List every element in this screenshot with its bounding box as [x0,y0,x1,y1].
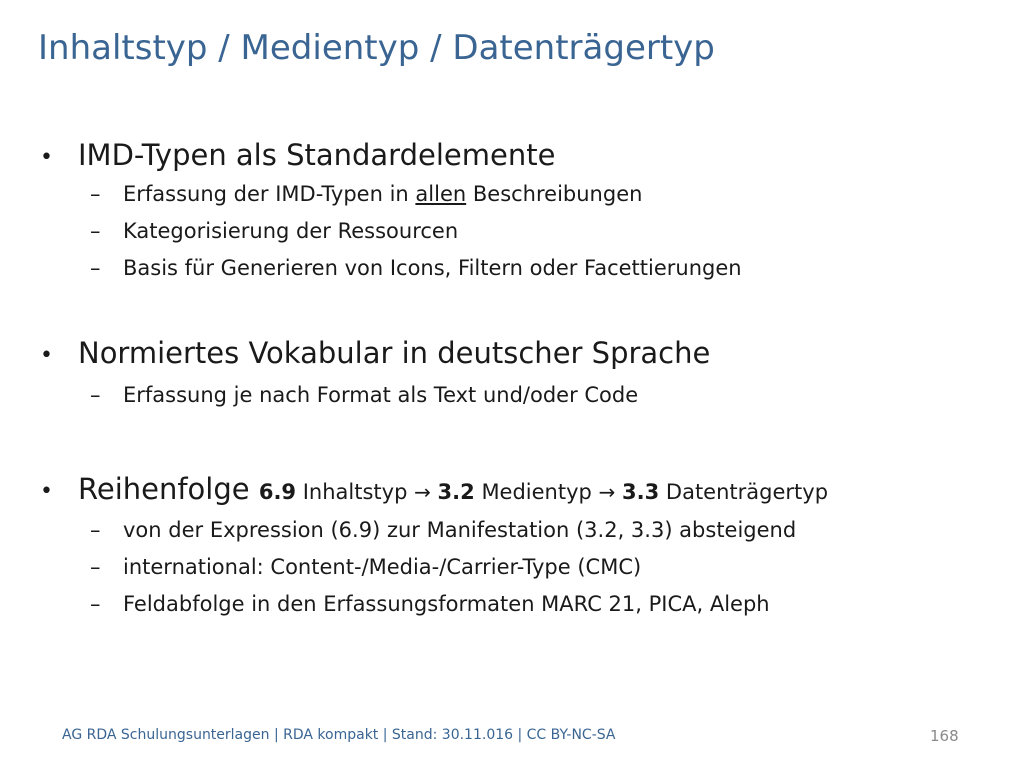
sub-item-text: Erfassung je nach Format als Text und/oder Code [123,383,639,407]
page-number: 168 [930,727,959,745]
sub-item-text: von der Expression (6.9) zur Manifestation (3.2, 3.3) absteigend [123,518,797,542]
arrow-right-icon: → [598,480,616,504]
dash-marker: – [90,182,101,206]
dash-marker: – [90,219,101,243]
dash-marker: – [90,256,101,280]
sub-item-text: Feldabfolge in den Erfassungsformaten MARC 21, PICA, Aleph [123,592,770,616]
bullet-heading: Reihenfolge 6.9 Inhaltstyp → 3.2 Medientyp → 3.3 Datenträgertyp [78,472,829,506]
bullet-marker: • [40,479,53,504]
footer-text: AG RDA Schulungsunterlagen | RDA kompakt | Stand: 30.11.016 | CC BY-NC-SA [62,727,616,743]
dash-marker: – [90,592,101,616]
bullet-heading: Normiertes Vokabular in deutscher Sprache [78,336,711,370]
sub-item-text: international: Content-/Media-/Carrier-Type (CMC) [123,555,642,579]
sub-item-text: Basis für Generieren von Icons, Filtern oder Facettierungen [123,256,742,280]
dash-marker: – [90,383,101,407]
underlined-word: allen [415,182,467,206]
bullet-marker: • [40,145,53,170]
bullet-heading: IMD-Typen als Standardelemente [78,138,556,172]
dash-marker: – [90,555,101,579]
dash-marker: – [90,518,101,542]
arrow-right-icon: → [414,480,431,504]
sub-item-text: Erfassung der IMD-Typen in allen Beschreibungen [123,182,643,206]
slide-title: Inhaltstyp / Medientyp / Datenträgertyp [38,28,715,68]
bullet-marker: • [40,343,53,368]
sub-item-text: Kategorisierung der Ressourcen [123,219,459,243]
